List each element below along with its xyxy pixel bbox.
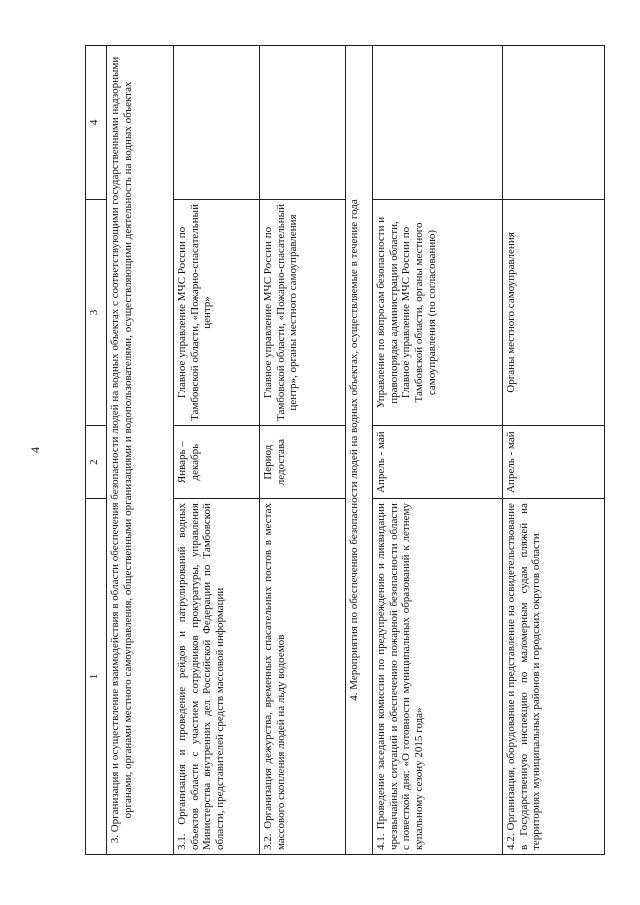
row-3-1-description: 3.1. Организация и проведение рейдов и патрулирований водных объектов области с участием сотрудников прокуратуры, управления Министерства внутренних дел Российской Федерации по Тамбовской области, представителей средств массовой информации — [174, 499, 260, 855]
table-row — [260, 46, 346, 855]
plan-table — [85, 45, 605, 855]
section-3-title: 3. Организация и осуществление взаимодействия в области обеспечения безопасности людей на водных объектах с соответствующими государственными надзорными органами, органами местного самоуправления, общественными организациями и водопользователями, осуществляющими деятельность на водных объектах — [107, 46, 174, 855]
row-3-1-term: Январь – декабрь — [174, 426, 260, 499]
page-number: 4 — [28, 447, 42, 453]
column-number: 1 — [86, 499, 107, 855]
row-3-2-description: 3.2. Организация дежурства, временных спасательных постов в местах массового скопления людей на льду водоемов — [260, 499, 346, 855]
row-4-2-term: Апрель - май — [503, 426, 605, 499]
row-4-1-description: 4.1. Проведение заседания комиссии по предупреждению и ликвидации чрезвычайных ситуаций и обеспечению пожарной безопасности области с повесткой дня: «О готовности муниципальных образований к летнему купальному сезону 2015 года» — [373, 499, 503, 855]
row-4-2-note — [503, 46, 605, 200]
column-number: 4 — [86, 46, 107, 200]
row-4-1-executor: Управление по вопросам безопасности и правопорядка администрации области, Главное управление МЧС России по Тамбовской области, органы местного самоуправления (по согласованию) — [373, 199, 503, 426]
row-4-2-executor: Органы местного самоуправления — [503, 199, 605, 426]
row-3-1-executor: Главное управление МЧС России по Тамбовской области, «Пожарно-спасательный центр» — [174, 199, 260, 426]
column-number: 3 — [86, 199, 107, 426]
row-4-1-term: Апрель - май — [373, 426, 503, 499]
row-3-1-note — [174, 46, 260, 200]
row-3-2-executor: Главное управление МЧС России по Тамбовской области, «Пожарно-спасательный центр», органы местного самоуправления — [260, 199, 346, 426]
rotated-sheet — [85, 45, 605, 855]
section-4-title: 4. Мероприятия по обеспечению безопасности людей на водных объектах, осуществляемые в течение года — [346, 46, 373, 855]
section-3-header — [107, 46, 174, 855]
table-row — [174, 46, 260, 855]
row-3-2-term: Период ледостава — [260, 426, 346, 499]
row-4-1-note — [373, 46, 503, 200]
row-4-2-description: 4.2. Организация, оборудование и представление на освидетельствование в Государственную инспекцию по маломерным судам пляжей на территориях муниципальных районов и городских округов области — [503, 499, 605, 855]
section-4-header — [346, 46, 373, 855]
row-3-2-note — [260, 46, 346, 200]
column-number-row — [86, 46, 107, 855]
table-row — [373, 46, 503, 855]
table-row — [503, 46, 605, 855]
column-number: 2 — [86, 426, 107, 499]
